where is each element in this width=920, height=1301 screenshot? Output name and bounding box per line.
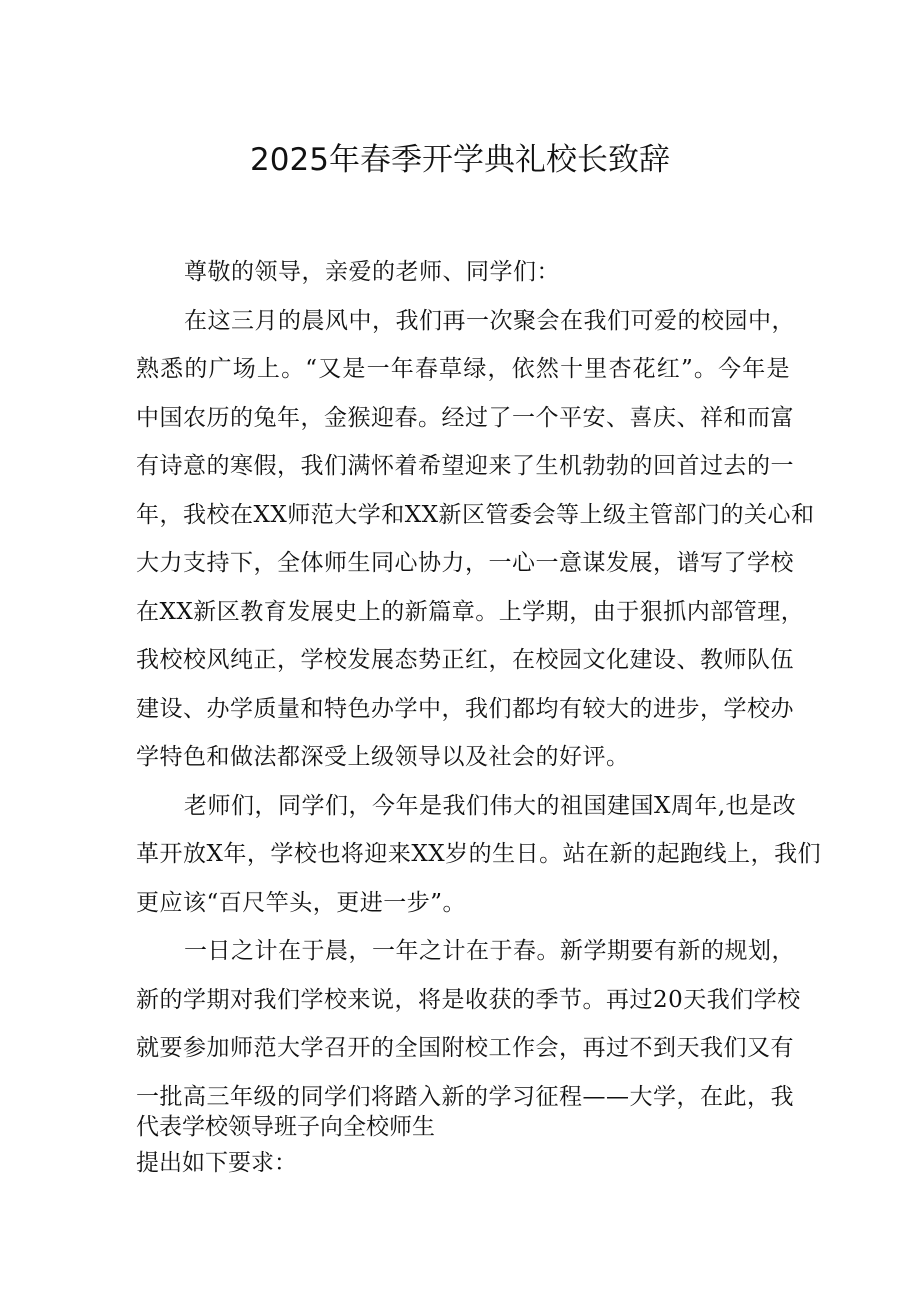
paragraph-line: 一日之计在于晨，一年之计在于春。新学期要有新的规划， [184, 938, 795, 964]
paragraph-line: 在XX新区教育发展史上的新篇章。上学期，由于狠抓内部管理， [136, 598, 805, 625]
salutation: 尊敬的领导，亲爱的老师、同学们： [184, 259, 560, 285]
paragraph-line: 在这三月的晨风中，我们再一次聚会在我们可爱的校园中， [184, 307, 795, 334]
paragraph-line: 年，我校在XX师范大学和XX新区管委会等上级主管部门的关心和 [136, 501, 815, 528]
paragraph-line: 大力支持下，全体师生同心协力，一心一意谋发展，谱写了学校 [136, 550, 794, 576]
document-title: 2025年春季开学典礼校长致辞 [250, 142, 670, 178]
document-body [136, 248, 822, 1121]
paragraph-line: 学特色和做法都深受上级领导以及社会的好评。 [136, 744, 630, 770]
paragraph-line: 熟悉的广场上。“又是一年春草绿，依然十里杏花红”。今年是 [136, 356, 790, 382]
paragraph-line: 革开放X年，学校也将迎来XX岁的生日。站在新的起跑线上，我们 [136, 841, 822, 867]
paragraph-line: 建设、办学质量和特色办学中，我们都均有较大的进步，学校办 [136, 695, 794, 722]
paragraph-line: 新的学期对我们学校来说，将是收获的季节。再过20天我们学校 [136, 986, 801, 1013]
paragraph-line: 代表学校领导班子向全校师生 [136, 1114, 435, 1140]
paragraph-line: 一批高三年级的同学们将踏入新的学习征程——大学，在此，我 [136, 1083, 794, 1110]
paragraph-line: 就要参加师范大学召开的全国附校工作会，再过不到天我们又有 [136, 1035, 794, 1061]
paragraph-line: 中国农历的兔年，金猴迎春。经过了一个平安、喜庆、祥和而富 [136, 404, 794, 431]
paragraph-line: 我校校风纯正，学校发展态势正红，在校园文化建设、教师队伍 [136, 647, 794, 673]
paragraph-line: 更应该“百尺竿头，更进一步”。 [136, 889, 467, 916]
paragraph-line: 提出如下要求： [136, 1150, 297, 1176]
paragraph-line: 有诗意的寒假，我们满怀着希望迎来了生机勃勃的回首过去的一 [136, 453, 794, 479]
paragraph-line: 老师们，同学们，今年是我们伟大的祖国建国X周年,也是改 [184, 792, 797, 819]
